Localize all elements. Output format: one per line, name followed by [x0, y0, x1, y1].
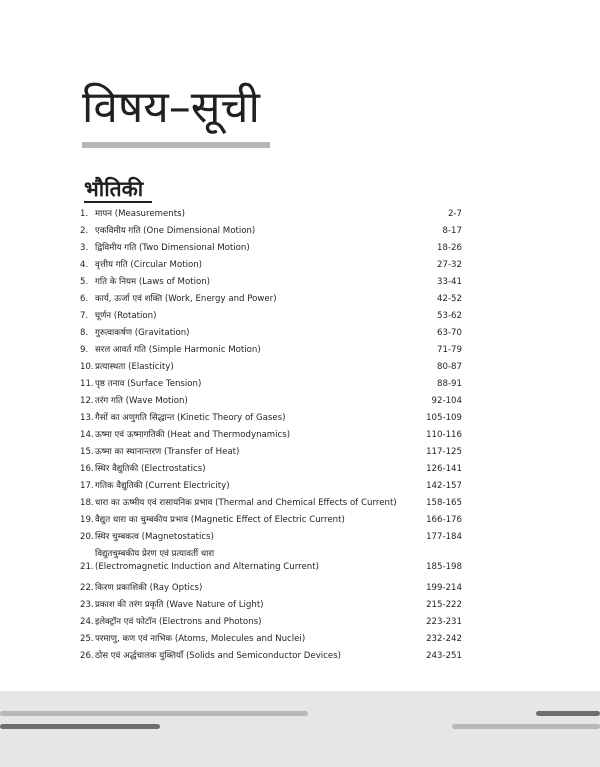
toc-pages: 88-91 [437, 379, 462, 389]
toc-entry [80, 291, 462, 308]
toc-title: धारा का ऊष्मीय एवं रासायनिक प्रभाव (Thermal and Chemical Effects of Current) [95, 498, 397, 508]
toc-entry [80, 325, 462, 342]
toc-entry [80, 546, 462, 580]
footer-bar-light-left [0, 711, 308, 716]
toc-title: द्विविमीय गति (Two Dimensional Motion) [95, 243, 250, 253]
toc-number: 14. [80, 430, 94, 440]
toc-entry [80, 342, 462, 359]
toc-number: 17. [80, 481, 94, 491]
toc-title: कार्य, ऊर्जा एवं शक्ति (Work, Energy and Power) [95, 294, 277, 304]
toc-title-continued: (Electromagnetic Induction and Alternating Current) [95, 562, 319, 572]
toc-entry [80, 410, 462, 427]
toc-number: 5. [80, 277, 89, 287]
toc-entry [80, 648, 462, 665]
toc-title: किरण प्रकाशिकी (Ray Optics) [95, 583, 203, 593]
toc-pages: 243-251 [426, 651, 462, 661]
toc-title: गैसों का अणुगति सिद्धान्त (Kinetic Theory of Gases) [95, 413, 286, 423]
toc-number: 12. [80, 396, 94, 406]
toc-pages: 105-109 [426, 413, 462, 423]
toc-title: ऊष्मा का स्थानान्तरण (Transfer of Heat) [95, 447, 240, 457]
toc-entry [80, 257, 462, 274]
toc-title: वैद्युत धारा का चुम्बकीय प्रभाव (Magnetic Effect of Electric Current) [95, 515, 345, 525]
toc-title: प्रत्यास्थता (Elasticity) [95, 362, 174, 372]
toc-pages: 71-79 [437, 345, 462, 355]
toc-number: 6. [80, 294, 89, 304]
page-title: विषय–सूची [82, 82, 260, 133]
toc-number: 13. [80, 413, 94, 423]
toc-pages: 33-41 [437, 277, 462, 287]
toc-title: विद्युतचुम्बकीय प्रेरण एवं प्रत्यावर्ती धारा [95, 549, 215, 559]
toc-pages: 63-70 [437, 328, 462, 338]
toc-number: 15. [80, 447, 94, 457]
toc-number: 4. [80, 260, 89, 270]
toc-number: 21. [80, 562, 94, 572]
toc-title: प्रकाश की तरंग प्रकृति (Wave Nature of Light) [95, 600, 264, 610]
toc-number: 1. [80, 209, 89, 219]
title-underline [82, 142, 270, 148]
toc-title: घूर्णन (Rotation) [95, 311, 157, 321]
toc-title: गति के नियम (Laws of Motion) [95, 277, 211, 287]
toc-entry [80, 274, 462, 291]
toc-pages: 80-87 [437, 362, 462, 372]
toc-pages: 27-32 [437, 260, 462, 270]
toc-entry [80, 206, 462, 223]
toc-number: 18. [80, 498, 94, 508]
section-underline [84, 201, 152, 203]
toc-title: परमाणु, कण एवं नाभिक (Atoms, Molecules and Nuclei) [95, 634, 306, 644]
toc-title: मापन (Measurements) [95, 209, 185, 219]
toc-title: ऊष्मा एवं ऊष्मागतिकी (Heat and Thermodynamics) [95, 430, 291, 440]
toc-pages: 8-17 [442, 226, 462, 236]
toc-number: 20. [80, 532, 94, 542]
table-of-contents [80, 206, 462, 665]
toc-title: ठोस एवं अर्द्धचालक युक्तियाँ (Solids and Semiconductor Devices) [95, 651, 342, 661]
toc-entry [80, 614, 462, 631]
toc-pages: 223-231 [426, 617, 462, 627]
toc-pages: 18-26 [437, 243, 462, 253]
toc-pages: 158-165 [426, 498, 462, 508]
toc-number: 25. [80, 634, 94, 644]
toc-pages: 232-242 [426, 634, 462, 644]
toc-number: 23. [80, 600, 94, 610]
toc-title: सरल आवर्त गति (Simple Harmonic Motion) [95, 345, 261, 355]
toc-number: 2. [80, 226, 89, 236]
toc-entry [80, 529, 462, 546]
toc-entry [80, 444, 462, 461]
toc-entry [80, 359, 462, 376]
toc-pages: 215-222 [426, 600, 462, 610]
footer-bar-dark-left [0, 724, 160, 729]
toc-number: 24. [80, 617, 94, 627]
toc-entry [80, 376, 462, 393]
toc-number: 7. [80, 311, 89, 321]
toc-title: वृत्तीय गति (Circular Motion) [95, 260, 203, 270]
toc-number: 3. [80, 243, 89, 253]
toc-pages: 199-214 [426, 583, 462, 593]
toc-title: गुरुत्वाकर्षण (Gravitation) [95, 328, 190, 338]
toc-entry [80, 580, 462, 597]
toc-entry [80, 461, 462, 478]
toc-pages: 166-176 [426, 515, 462, 525]
toc-pages: 185-198 [426, 562, 462, 572]
toc-number: 8. [80, 328, 89, 338]
toc-entry [80, 597, 462, 614]
toc-number: 10. [80, 362, 94, 372]
toc-pages: 110-116 [426, 430, 462, 440]
toc-entry [80, 631, 462, 648]
toc-number: 16. [80, 464, 94, 474]
toc-pages: 42-52 [437, 294, 462, 304]
toc-title: स्थिर वैद्युतिकी (Electrostatics) [95, 464, 206, 474]
toc-title: स्थिर चुम्बकत्व (Magnetostatics) [95, 532, 214, 542]
toc-title: गतिक वैद्युतिकी (Current Electricity) [95, 481, 230, 491]
page-footer-band [0, 691, 600, 767]
toc-pages: 53-62 [437, 311, 462, 321]
toc-pages: 92-104 [431, 396, 462, 406]
toc-number: 22. [80, 583, 94, 593]
toc-title: एकविमीय गति (One Dimensional Motion) [95, 226, 256, 236]
toc-entry [80, 223, 462, 240]
toc-number: 19. [80, 515, 94, 525]
toc-entry [80, 495, 462, 512]
toc-title: इलेक्ट्रॉन एवं फोटॉन (Electrons and Photons) [95, 617, 262, 627]
footer-bar-light-right [452, 724, 600, 729]
section-heading: भौतिकी [84, 177, 144, 201]
toc-entry [80, 240, 462, 257]
toc-title: तरंग गति (Wave Motion) [95, 396, 188, 406]
toc-entry [80, 427, 462, 444]
toc-number: 9. [80, 345, 89, 355]
toc-entry [80, 393, 462, 410]
toc-number: 11. [80, 379, 94, 389]
toc-pages: 177-184 [426, 532, 462, 542]
toc-entry [80, 308, 462, 325]
toc-pages: 2-7 [447, 209, 462, 219]
toc-pages: 126-141 [426, 464, 462, 474]
toc-title: पृष्ठ तनाव (Surface Tension) [95, 379, 202, 389]
toc-entry [80, 478, 462, 495]
toc-pages: 142-157 [426, 481, 462, 491]
toc-pages: 117-125 [426, 447, 462, 457]
toc-entry [80, 512, 462, 529]
footer-bar-dark-right [536, 711, 600, 716]
toc-number: 26. [80, 651, 94, 661]
